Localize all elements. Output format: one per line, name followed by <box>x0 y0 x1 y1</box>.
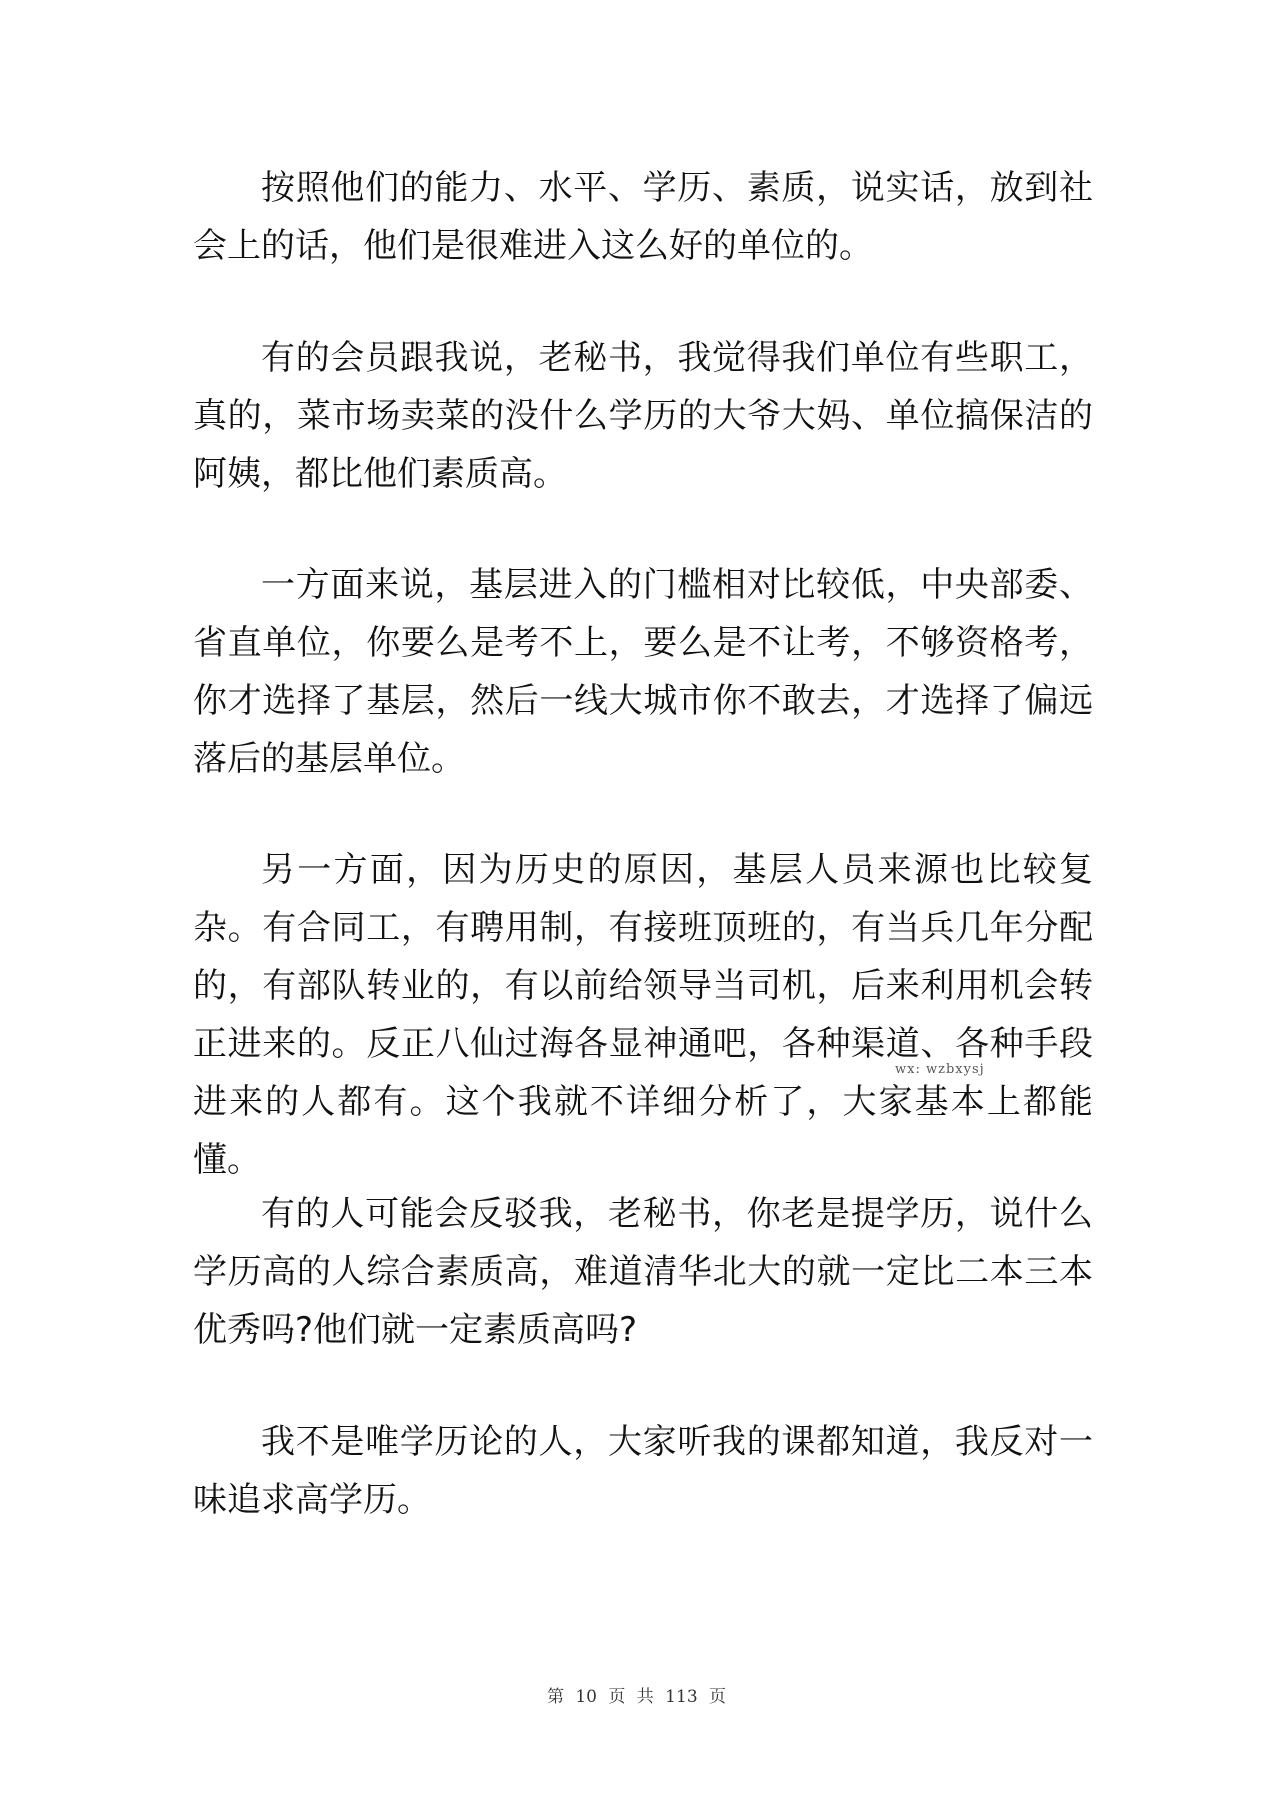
watermark-text: wx: wzbxysj <box>895 1062 985 1077</box>
paragraph: 按照他们的能力、水平、学历、素质，说实话，放到社会上的话，他们是很难进入这么好的单位的。 <box>193 168 1093 266</box>
page-number-footer: 第 10 页 共 113 页 <box>546 1687 727 1707</box>
paragraph: 一方面来说，基层进入的门槛相对比较低，中央部委、省直单位，你要么是考不上，要么是不让考，不够资格考，你才选择了基层，然后一线大城市你不敢去，才选择了偏远落后的基层单位。 <box>193 565 1093 779</box>
paragraph: 有的会员跟我说，老秘书，我觉得我们单位有些职工，真的，菜市场卖菜的没什么学历的大爷大妈、单位搞保洁的阿姨，都比他们素质高。 <box>193 338 1093 494</box>
paragraph: 另一方面，因为历史的原因，基层人员来源也比较复杂。有合同工，有聘用制，有接班顶班的，有当兵几年分配的，有部队转业的，有以前给领导当司机，后来利用机会转正进来的。反正八仙过海各显神通吧，各种渠道、各种手段进来的人都有。这个我就不详细分析了，大家基本上都能懂。 <box>193 850 1093 1180</box>
paragraph: 有的人可能会反驳我，老秘书，你老是提学历，说什么学历高的人综合素质高，难道清华北大的就一定比二本三本优秀吗?他们就一定素质高吗? <box>193 1194 1093 1350</box>
paragraph: 我不是唯学历论的人，大家听我的课都知道，我反对一味追求高学历。 <box>193 1422 1093 1520</box>
